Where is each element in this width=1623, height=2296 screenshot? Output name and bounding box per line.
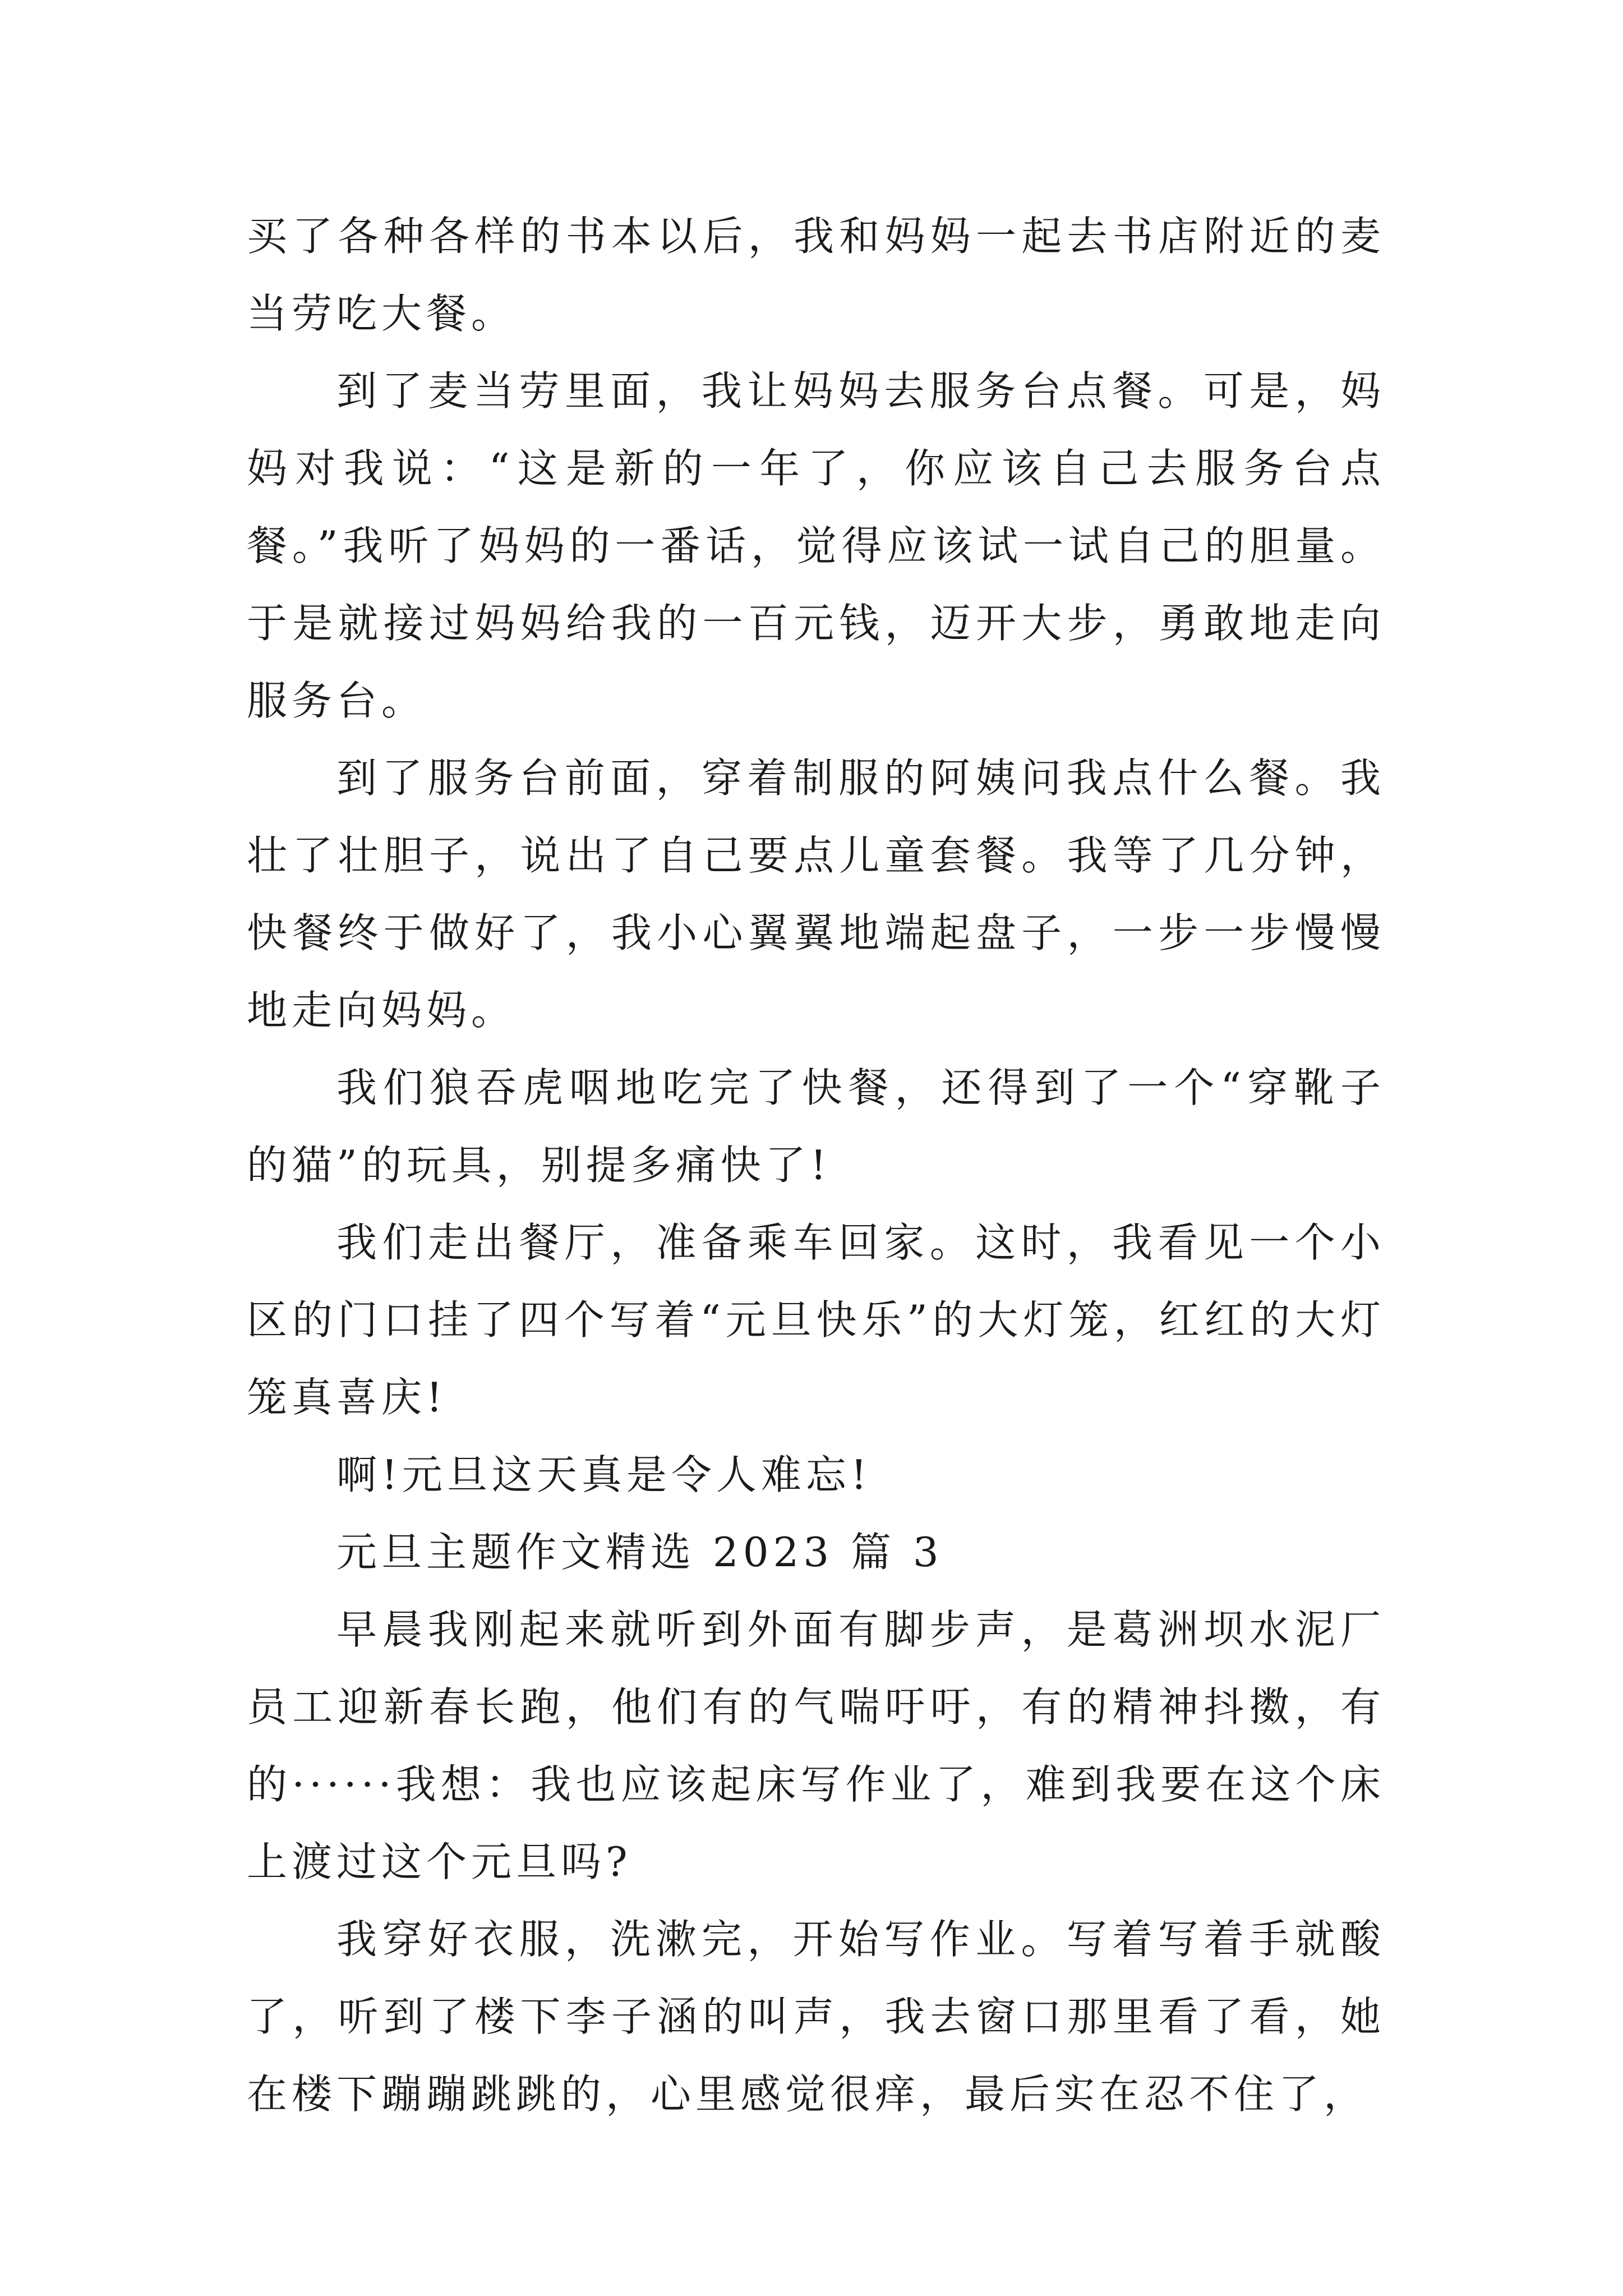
paragraph-6: 啊!元旦这天真是令人难忘! xyxy=(336,1451,872,1498)
paragraph-4: 我们狼吞虎咽地吃完了快餐，还得到了一个“穿靴子的猫”的玩具，别提多痛快了! xyxy=(247,1064,1385,1189)
paragraph-8: 我穿好衣服，洗漱完，开始写作业。写着写着手就酸了，听到了楼下李子涵的叫声，我去窗口那里看了看，她在楼下蹦蹦跳跳的，心里感觉很痒，最后实在忍不住了， xyxy=(247,1916,1385,2118)
document-body xyxy=(247,197,1385,2133)
paragraph-7: 早晨我刚起来就听到外面有脚步声，是葛洲坝水泥厂员工迎新春长跑，他们有的气喘吁吁，有的精神抖擞，有的······我想：我也应该起床写作业了，难到我要在这个床上渡过这个元旦吗? xyxy=(247,1606,1385,1885)
paragraph-1: 买了各种各样的书本以后，我和妈妈一起去书店附近的麦当劳吃大餐。 xyxy=(247,213,1385,337)
paragraph-3: 到了服务台前面，穿着制服的阿姨问我点什么餐。我壮了壮胆子，说出了自己要点儿童套餐。我等了几分钟，快餐终于做好了，我小心翼翼地端起盘子，一步一步慢慢地走向妈妈。 xyxy=(247,754,1385,1034)
paragraph-5: 我们走出餐厅，准备乘车回家。这时，我看见一个小区的门口挂了四个写着“元旦快乐”的大灯笼，红红的大灯笼真喜庆! xyxy=(247,1219,1385,1421)
paragraph-2: 到了麦当劳里面，我让妈妈去服务台点餐。可是，妈妈对我说：“这是新的一年了，你应该自己去服务台点餐。”我听了妈妈的一番话，觉得应该试一试自己的胆量。于是就接过妈妈给我的一百元钱，迈开大步，勇敢地走向服务台。 xyxy=(247,367,1385,724)
section-heading: 元旦主题作文精选 2023 篇 3 xyxy=(336,1529,943,1576)
